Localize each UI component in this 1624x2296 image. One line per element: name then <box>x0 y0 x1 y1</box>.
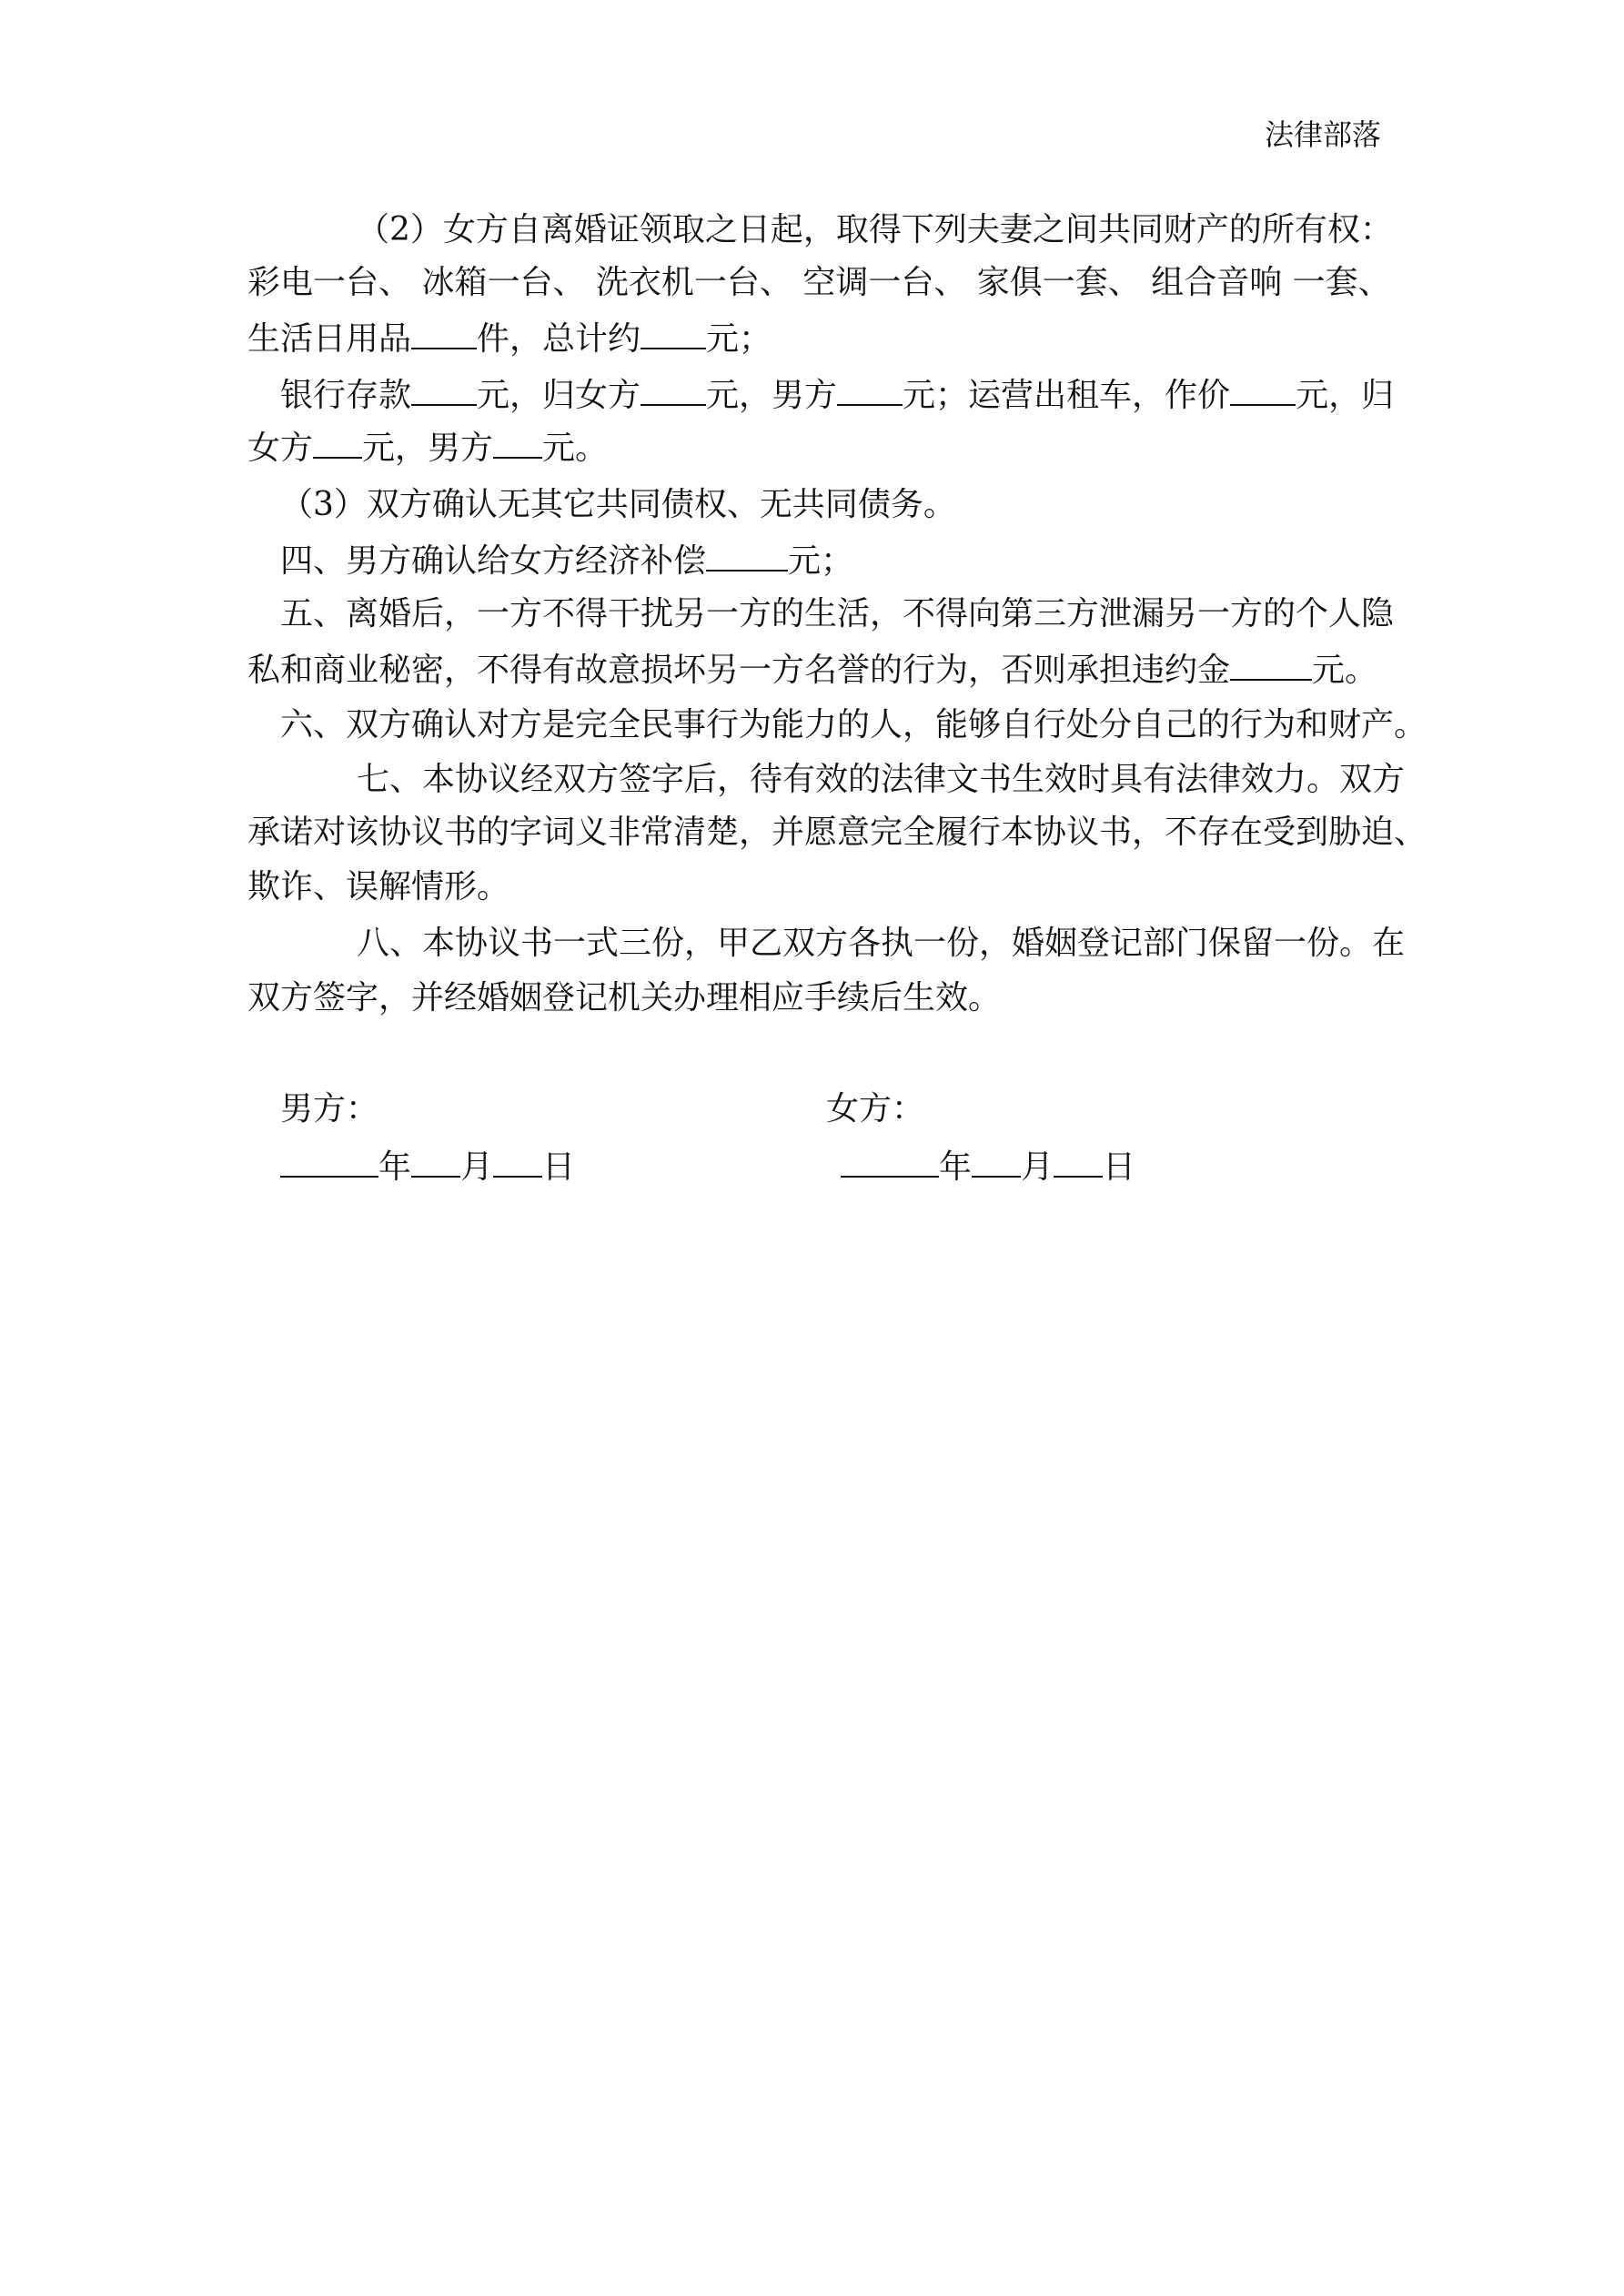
daily-goods-count-blank <box>411 317 477 349</box>
clause-2-line-1: （2）女方自离婚证领取之日起，取得下列夫妻之间共同财产的所有权： <box>357 211 1393 248</box>
penalty-blank <box>1230 648 1312 681</box>
female-signature-label: 女方： <box>826 1090 925 1128</box>
clause-five-line-2 <box>247 648 1377 692</box>
header-source: 法律部落 <box>1264 117 1381 152</box>
clause-2-line-3 <box>247 317 772 360</box>
bank-deposit-blank <box>411 373 477 406</box>
clause-eight-line-2: 双方签字，并经婚姻登记机关办理相应手续后生效。 <box>247 979 1002 1017</box>
yuan-label: 元； <box>706 320 772 358</box>
taxi-yuan-label: 元。 <box>542 430 609 467</box>
female-year-label: 年 <box>939 1148 973 1186</box>
compensation-label: 四、男方确认给女方经济补偿 <box>280 542 707 580</box>
compensation-yuan: 元； <box>788 542 854 580</box>
taxi-male-blank <box>493 426 542 459</box>
taxi-label: 元；运营出租车，作价 <box>903 377 1231 414</box>
female-day-blank <box>1054 1145 1103 1178</box>
clause-four <box>280 539 853 582</box>
male-share-blank <box>837 373 903 406</box>
clause-five-line-1: 五、离婚后，一方不得干扰另一方的生活，不得向第三方泄漏另一方的个人隐 <box>280 595 1395 632</box>
penalty-label: 私和商业秘密，不得有故意损坏另一方名誉的行为，否则承担违约金 <box>247 652 1231 689</box>
male-day-blank <box>493 1145 542 1178</box>
male-month-label: 月 <box>460 1148 494 1186</box>
clause-six: 六、双方确认对方是完全民事行为能力的人，能够自行处分自己的行为和财产。 <box>280 706 1427 743</box>
female-date-line <box>841 1145 1135 1188</box>
male-day-label: 日 <box>542 1148 576 1186</box>
clause-2-line-2: 彩电一台、 冰箱一台、 洗衣机一台、 空调一台、 家俱一套、 组合音响 一套、 <box>247 264 1391 301</box>
female-share-blank <box>641 373 706 406</box>
male-share-label: 元，男方 <box>706 377 838 414</box>
taxi-male-label: 元，男方 <box>362 430 494 467</box>
clause-seven-line-2: 承诺对该协议书的字词义非常清楚，并愿意完全履行本协议书，不存在受到胁迫、 <box>247 814 1427 851</box>
bank-deposit-line-2 <box>247 426 608 470</box>
taxi-value-blank <box>1230 373 1296 406</box>
taxi-female-blank <box>313 426 362 459</box>
male-year-blank <box>280 1145 378 1178</box>
female-month-label: 月 <box>1021 1148 1054 1186</box>
taxi-female-label: 女方 <box>247 430 314 467</box>
clause-3: （3）双方确认无其它共同债权、无共同债务。 <box>280 486 956 523</box>
daily-goods-label: 生活日用品 <box>247 320 412 358</box>
female-month-blank <box>972 1145 1021 1178</box>
bank-deposit-line-1 <box>280 373 1394 417</box>
male-year-label: 年 <box>378 1148 412 1186</box>
bank-deposit-label: 银行存款 <box>280 377 412 414</box>
clause-seven-line-3: 欺诈、误解情形。 <box>247 868 510 905</box>
female-year-blank <box>841 1145 939 1178</box>
taxi-owner-label: 元，归 <box>1296 377 1395 414</box>
total-label: 件，总计约 <box>477 320 641 358</box>
clause-eight-line-1: 八、本协议书一式三份，甲乙双方各执一份，婚姻登记部门保留一份。在 <box>357 925 1406 962</box>
female-day-label: 日 <box>1103 1148 1136 1186</box>
clause-seven-line-1: 七、本协议经双方签字后，待有效的法律文书生效时具有法律效力。双方 <box>357 761 1406 798</box>
female-share-label: 元，归女方 <box>477 377 641 414</box>
compensation-blank <box>706 539 788 571</box>
male-signature-label: 男方： <box>280 1090 379 1128</box>
male-month-blank <box>411 1145 460 1178</box>
total-amount-blank <box>641 317 706 349</box>
penalty-yuan: 元。 <box>1312 652 1378 689</box>
male-date-line <box>280 1145 575 1188</box>
